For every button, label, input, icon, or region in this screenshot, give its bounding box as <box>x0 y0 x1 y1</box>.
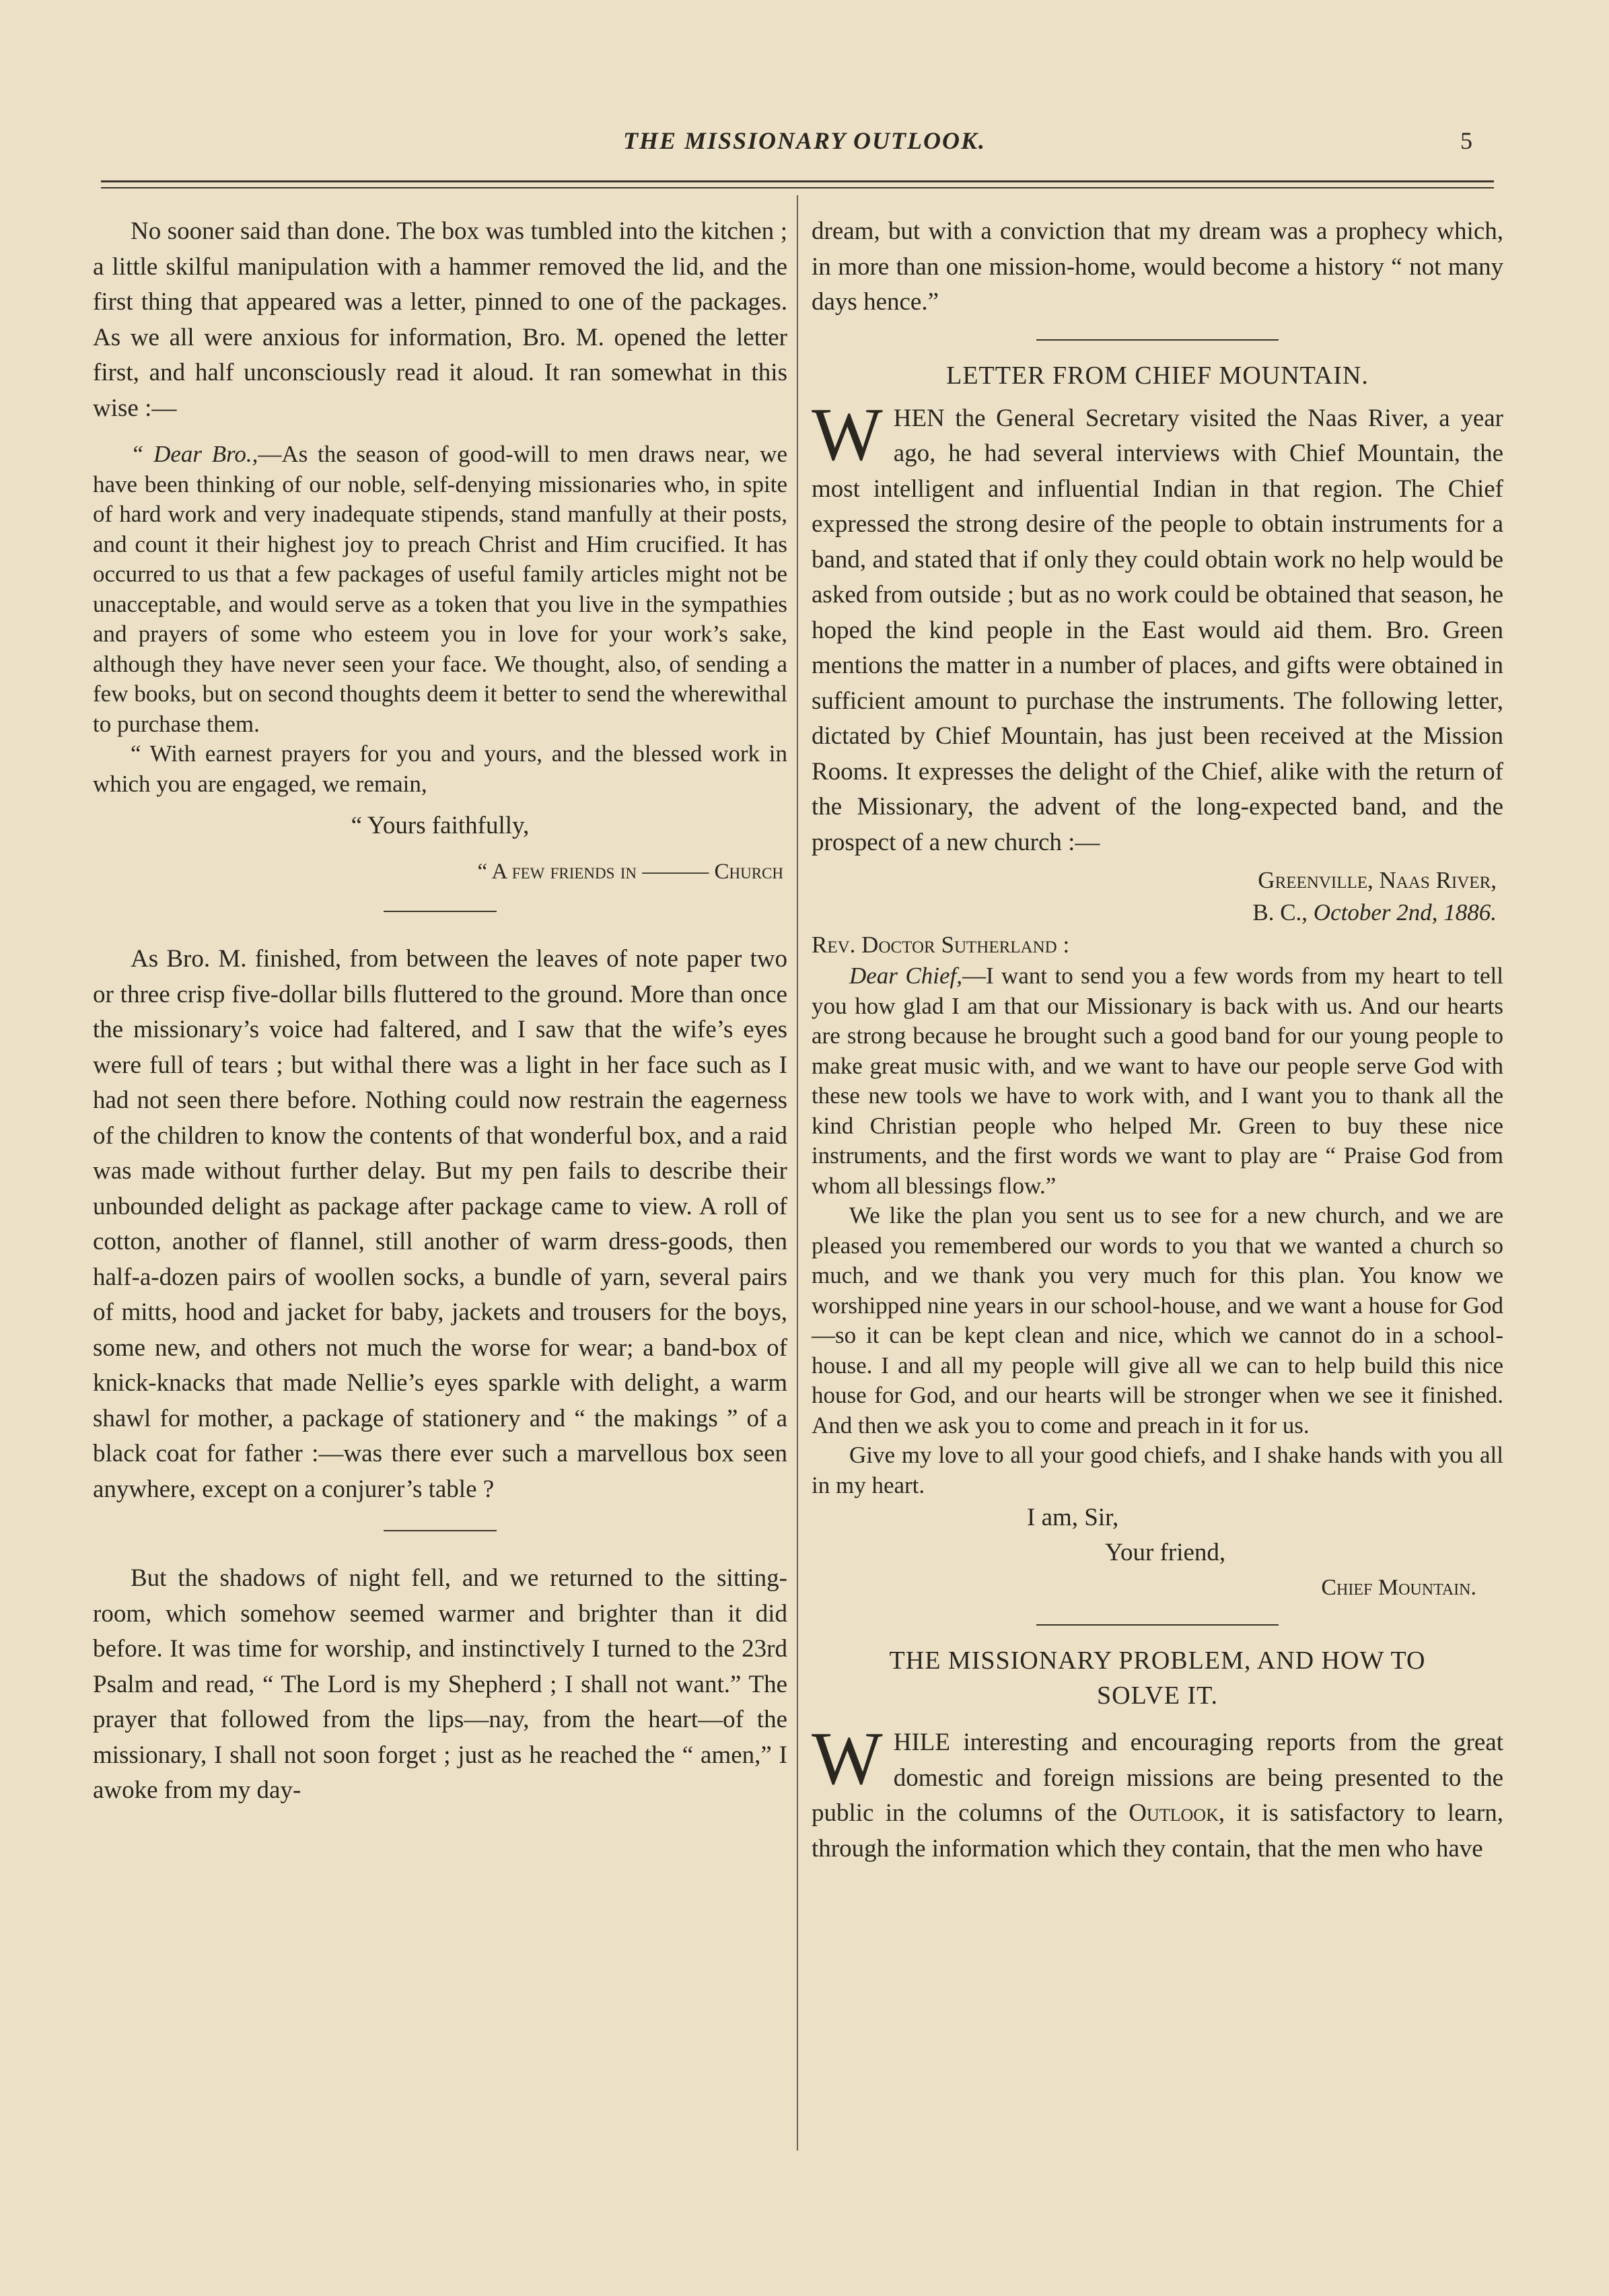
paragraph-box-opened: No sooner said than done. The box was tumbled into the kitchen ; a little skilful manipulation with a hammer removed the lid, and the first thing that appeared was a letter, pinned to one of the packages. As we all were anxious for information, Bro. M. opened the letter first, and half unconsciously read it aloud. It ran somewhat in this wise :— <box>93 217 787 422</box>
paragraph-dream-continued: dream, but with a conviction that my dream was a prophecy which, in more than one mission-home, would become a history “ not many days hence.” <box>812 217 1503 316</box>
chief-letter-salutation: Dear Chief, <box>849 963 962 989</box>
letter-recipient: Rev. Doctor Sutherland : <box>812 932 1070 958</box>
friends-letter-closing-prayer: “ With earnest prayers for you and yours, and the blessed work in which you are engaged, we remain, <box>93 740 787 797</box>
signature-part-b: Church <box>714 860 783 884</box>
page-number: 5 <box>1460 127 1472 154</box>
friends-letter-text: —As the season of good-will to men draws near, we have been thinking of our noble, self-denying missionaries who, in spite of hard work and very inadequate stipends, stand manfully at their posts, and count it their highest joy to preach Christ and Him crucified. It has occurred to us that a few packages of useful family articles might not be unacceptable, and would serve as a token that you live in the sympathies and prayers of some who esteem you in love for your work’s sake, although they have never seen your face. We thought, also, of sending a few books, but on second thoughts deem it better to send the wherewithal to purchase them. <box>93 441 787 737</box>
problem-text-a: HILE interesting and encouraging reports from the great domestic and foreign missions are being presented to the public in the columns of the <box>812 1729 1503 1827</box>
friends-letter-salutation: “ Dear Bro., <box>131 441 258 467</box>
right-column <box>812 214 1503 1867</box>
friends-letter-close: “ Yours faithfully, <box>351 812 530 839</box>
running-header-title: THE MISSIONARY OUTLOOK. <box>622 127 987 154</box>
section-separator <box>1036 339 1279 341</box>
chief-letter-signature: Chief Mountain. <box>1321 1575 1476 1600</box>
section-separator <box>1036 1624 1279 1626</box>
section-separator <box>384 1530 497 1531</box>
paragraph-box-contents: As Bro. M. finished, from between the leaves of note paper two or three crisp five-dollar bills fluttered to the ground. More than once the missionary’s voice had faltered, and I saw that the wife’s eyes were full of tears ; but withal there was a light in her face such as I had not seen there before. Nothing could now restrain the eagerness of the children to know the contents of that wonderful box, and a raid was made without further delay. But my pen fails to describe their unbounded delight as package after package came to view. A roll of cotton, another of flannel, still another of warm dress-goods, then half-a-dozen pairs of woollen socks, a bundle of yarn, several pairs of mitts, hood and jacket for baby, jackets and trousers for the boys, some new, and others not much the worse for wear; a band-box of knick-knacks that made Nellie’s eyes sparkle with delight, a warm shawl for mother, a package of stationery and “ the makings ” of a black coat for father :—was there ever such a marvellous box seen anywhere, except on a conjurer’s table ? <box>93 945 787 1503</box>
problem-text-b: , it is satisfactory to learn, through the information which they contain, that the men who have <box>812 1799 1503 1863</box>
signature-dash: ——— <box>642 860 709 884</box>
friends-letter <box>93 440 787 799</box>
letter-address-line1: Greenville, Naas River, <box>1258 867 1497 893</box>
chief-letter-paragraph-2: We like the plan you sent us to see for a new church, and we are pleased you remembered our words to you that we wanted a church so much, and we thank you very much for this plan. You know we worshipped nine years in our school-house, and we want a house for God—so it can be kept clean and nice, which we cannot do in a school-house. I and all my people will give all we can to help build this nice house for God, and our hearts will be stronger when we see it finished. And then we ask you to come and preach in it for us. <box>812 1202 1503 1438</box>
outlook-name: Outlook <box>1129 1799 1219 1827</box>
left-column <box>93 214 787 1809</box>
heading-missionary-problem-line2: SOLVE IT. <box>1097 1681 1218 1710</box>
paragraph-worship: But the shadows of night fell, and we returned to the sitting-room, which somehow seemed warmer and brighter than it did before. It was time for worship, and instinctively I turned to the 23rd Psalm and read, “ The Lord is my Shepherd ; I shall not want.” The prayer that followed from the lips—nay, from the heart—of the missionary, I shall not soon forget ; just as he reached the “ amen,” I awoke from my day- <box>93 1564 787 1804</box>
friends-letter-signature <box>93 856 787 888</box>
chief-letter-text-1: —I want to send you a few words from my heart to tell you how glad I am that our Missionary is back with us. And our hearts are strong because he brought such a good band for our young people to make great music with, and we want to have our people serve God with these new tools we have to work with, and I want you to thank all the kind Christian people who helped Mr. Green to buy these nice instruments, and the first words we want to play are “ Praise God from whom all blessings flow.” <box>812 963 1503 1199</box>
friends-letter-body <box>93 440 787 739</box>
chief-letter-paragraph-1 <box>812 961 1503 1201</box>
heading-missionary-problem-line1: THE MISSIONARY PROBLEM, AND HOW TO <box>889 1646 1426 1675</box>
signature-part-a: “ A few friends in <box>477 860 637 884</box>
paragraph-chief-intro <box>812 392 1503 861</box>
letter-date: October 2nd, 1886. <box>1313 899 1497 926</box>
paragraph-missionary-problem <box>812 1717 1503 1867</box>
letter-address-line2 <box>812 897 1503 929</box>
section-separator <box>384 911 497 912</box>
chief-intro-text: HEN the General Secretary visited the Naas River, a year ago, he had several interviews with Chief Mountain, the most intelligent and influential Indian in that region. The Chief expressed the strong desire of the people to obtain instruments for a band, and stated that if only they could obtain work no help would be asked from outside ; but as no work could be obtained that season, he hoped the kind people in the East would aid them. Bro. Green mentions the matter in a number of places, and gifts were obtained in sufficient amount to purchase the instruments. The following letter, dictated by Chief Mountain, has just been received at the Mission Rooms. It expresses the delight of the Chief, alike with the return of the Missionary, the advent of the long-expected band, and the prospect of a new church :— <box>812 404 1503 856</box>
drop-cap-w: W <box>812 392 883 477</box>
chief-letter-paragraph-3: Give my love to all your good chiefs, and I shake hands with you all in my heart. <box>812 1442 1503 1498</box>
chief-letter-close-2: Your friend, <box>1105 1539 1226 1566</box>
header-rule-thin <box>101 187 1494 188</box>
chief-letter-close-1: I am, Sir, <box>1027 1504 1119 1531</box>
header-rule <box>101 180 1494 182</box>
heading-letter-chief-mountain: LETTER FROM CHIEF MOUNTAIN. <box>946 361 1369 390</box>
column-divider <box>797 195 798 2151</box>
address-province: B. C., <box>1252 899 1314 926</box>
drop-cap-w-2: W <box>812 1717 883 1801</box>
